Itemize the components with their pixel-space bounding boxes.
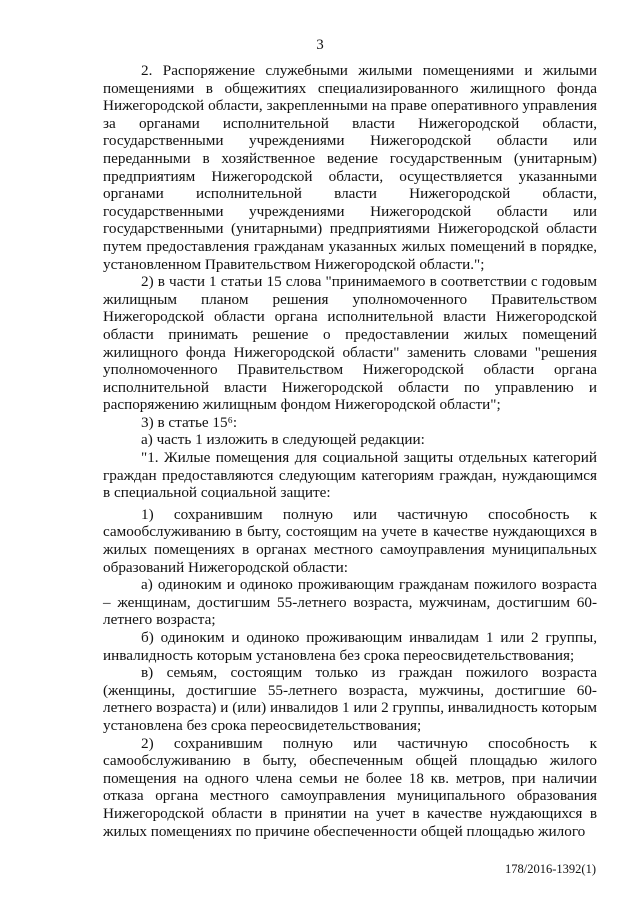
paragraph-part-1-new-edition: а) часть 1 изложить в следующей редакции:: [141, 431, 425, 449]
paragraph-item-2-provided-area: 2) сохранившим полную или частичную способность к самообслуживанию в быту, обеспеченным общей площадью жилого помещения на одного члена семьи не более 18 кв. метров, при наличии отказа органа местного самоуправления муниципального образования Нижегородской области в принятии на учет в качестве нуждающихся в жилых помещениях по причине обеспеченности общей площадью жилого: [103, 734, 597, 840]
paragraph-item-v-families: в) семьям, состоящим только из граждан пожилого возраста (женщины, достигшие 55-летнего возраста, мужчины, достигшие 60-летнего возраста) и (или) инвалидов 1 или 2 группы, инвалидность которым установлена без срока переосвидетельствования;: [103, 664, 597, 734]
paragraph-amendment-article-15: 2) в части 1 статьи 15 слова "принимаемого в соответствии с годовым жилищным планом решения уполномоченного Правительством Нижегородской области органа исполнительной власти Нижегородской области принимать решение о предоставлении жилых помещений жилищного фонда Нижегородской области" заменить словами "решения уполномоченного Правительством Нижегородской области органа исполнительной власти Нижегородской области по управлению и распоряжению жилищным фондом Нижегородской области";: [103, 273, 597, 414]
paragraph-item-a-elderly: а) одиноким и одиноко проживающим гражданам пожилого возраста – женщинам, достигшим 55-летнего возраста, мужчинам, достигшим 60-летнего возраста;: [103, 576, 597, 629]
paragraph-article-15-6: 3) в статье 15⁶:: [141, 413, 238, 431]
paragraph-item-1-self-care: 1) сохранившим полную или частичную способность к самообслуживанию в быту, состоящим на учете в качестве нуждающихся в жилых помещениях в органах местного самоуправления муниципальных образований Нижегородской области:: [103, 505, 597, 576]
document-code: 178/2016-1392(1): [505, 862, 596, 876]
document-body: [103, 62, 597, 840]
page-number: 3: [316, 37, 324, 53]
paragraph-distribution-of-housing: 2. Распоряжение служебными жилыми помещениями и жилыми помещениями в общежитиях специализированного жилищного фонда Нижегородской области, закрепленными на праве оперативного управления за органами исполнительной власти Нижегородской области, государственными учреждениями Нижегородской области или переданными в хозяйственное ведение государственным (унитарным) предприятиям Нижегородской области, осуществляется указанными органами исполнительной власти Нижегородской области, государственными учреждениями Нижегородской области или государственными (унитарными) предприятиями Нижегородской области путем предоставления гражданам указанных жилых помещений в порядке, установленном Правительством Нижегородской области.";: [103, 62, 597, 273]
paragraph-item-b-disabled: б) одиноким и одиноко проживающим инвалидам 1 или 2 группы, инвалидность которым установлена без срока переосвидетельствования;: [103, 629, 597, 664]
paragraph-social-protection-housing: "1. Жилые помещения для социальной защиты отдельных категорий граждан предоставляются следующим категориям граждан, нуждающимся в специальной социальной защите:: [103, 449, 597, 502]
